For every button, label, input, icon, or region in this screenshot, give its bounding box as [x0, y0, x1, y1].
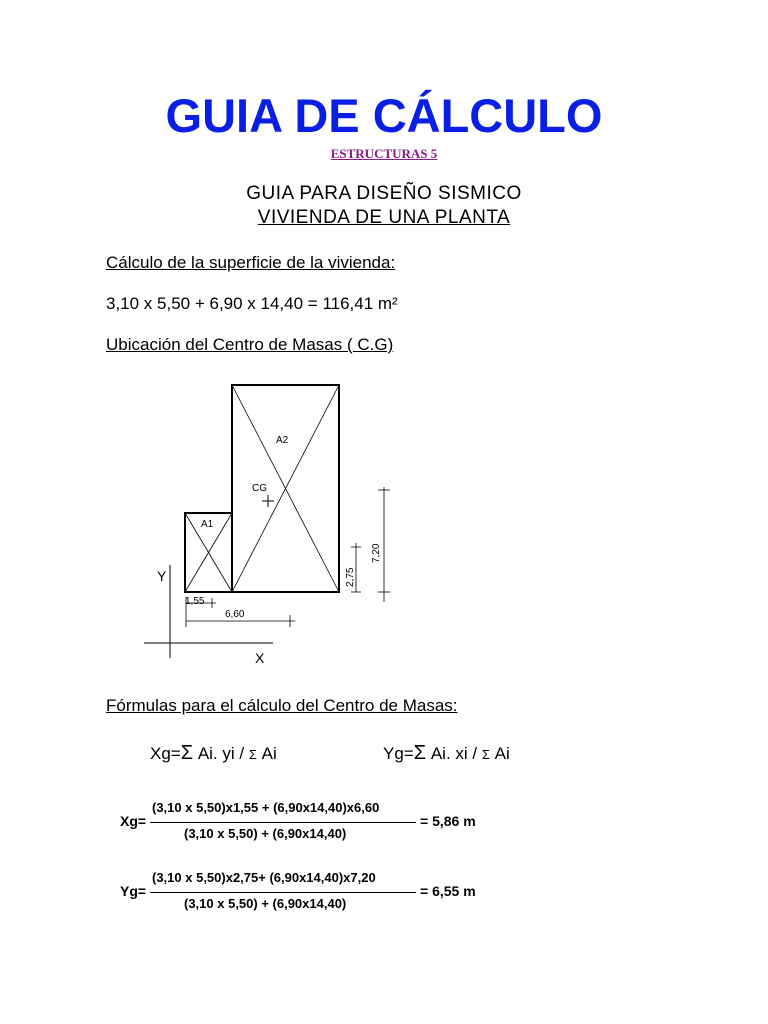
floor-plan-diagram: [130, 375, 410, 665]
cg-label: CG: [252, 483, 267, 494]
dim-155: 1,55: [185, 596, 205, 607]
section-heading-2: VIVIENDA DE UNA PLANTA: [257, 207, 511, 228]
dim-275: 2,75: [345, 567, 356, 587]
area1-label: A1: [201, 519, 214, 530]
surface-label: Cálculo de la superficie de la vivienda:: [106, 253, 396, 272]
area2-label: A2: [276, 435, 289, 446]
axis-y-label: Y: [157, 568, 167, 584]
yg-calculation: Yg= (3,10 x 5,50)x2,75+ (6,90x14,40)x7,20 (3,10 x 5,50) + (6,90x14,40) = 6,55 m: [120, 870, 476, 911]
page-title: GUIA DE CÁLCULO: [165, 89, 603, 142]
dim-720: 7,20: [371, 543, 382, 563]
section-heading-1: GUIA PARA DISEÑO SISMICO: [246, 183, 522, 204]
xg-calculation: Xg= (3,10 x 5,50)x1,55 + (6,90x14,40)x6,60 (3,10 x 5,50) + (6,90x14,40) = 5,86 m: [120, 800, 476, 841]
center-label: Ubicación del Centro de Masas ( C.G): [106, 335, 394, 354]
axis-x-label: X: [255, 650, 265, 665]
surface-equation: 3,10 x 5,50 + 6,90 x 14,40 = 116,41 m²: [106, 294, 398, 313]
subtitle-link[interactable]: ESTRUCTURAS 5: [330, 146, 438, 161]
formulas-label: Fórmulas para el cálculo del Centro de Masas:: [106, 696, 458, 715]
xg-formula: Xg=Σ Ai. yi / Σ Ai: [150, 742, 277, 764]
dim-660: 6,60: [225, 609, 245, 620]
yg-formula: Yg=Σ Ai. xi / Σ Ai: [383, 742, 510, 764]
